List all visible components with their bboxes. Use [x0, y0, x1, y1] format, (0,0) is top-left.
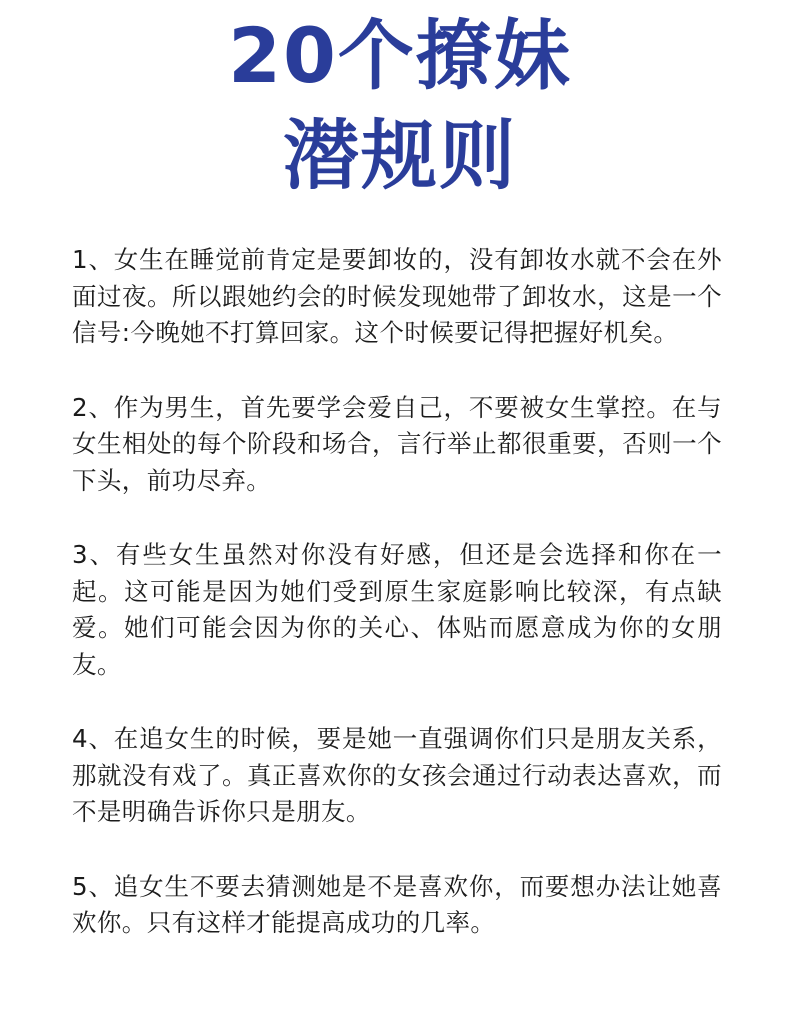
page-title-line-2: 潜规则 — [283, 111, 517, 200]
rule-paragraph-5: 5、追女生不要去猜测她是不是喜欢你，而要想办法让她喜欢你。只有这样才能提高成功的几率。 — [72, 871, 722, 937]
page-title-line-1: 20个撩妹 — [228, 11, 572, 100]
rule-paragraph-3: 3、有些女生虽然对你没有好感，但还是会选择和你在一起。这可能是因为她们受到原生家庭影响比较深，有点缺爱。她们可能会因为你的关心、体贴而愿意成为你的女朋友。 — [72, 540, 722, 679]
rule-paragraph-2: 2、作为男生，首先要学会爱自己，不要被女生掌控。在与女生相处的每个阶段和场合，言行举止都很重要，否则一个下头，前功尽弃。 — [72, 392, 722, 495]
rule-paragraph-4: 4、在追女生的时候，要是她一直强调你们只是朋友关系，那就没有戏了。真正喜欢你的女孩会通过行动表达喜欢，而不是明确告诉你只是朋友。 — [72, 724, 722, 826]
rule-paragraph-1: 1、女生在睡觉前肯定是要卸妆的，没有卸妆水就不会在外面过夜。所以跟她约会的时候发现她带了卸妆水，这是一个信号:今晚她不打算回家。这个时候要记得把握好机矣。 — [72, 245, 722, 347]
rules-list — [72, 242, 722, 942]
